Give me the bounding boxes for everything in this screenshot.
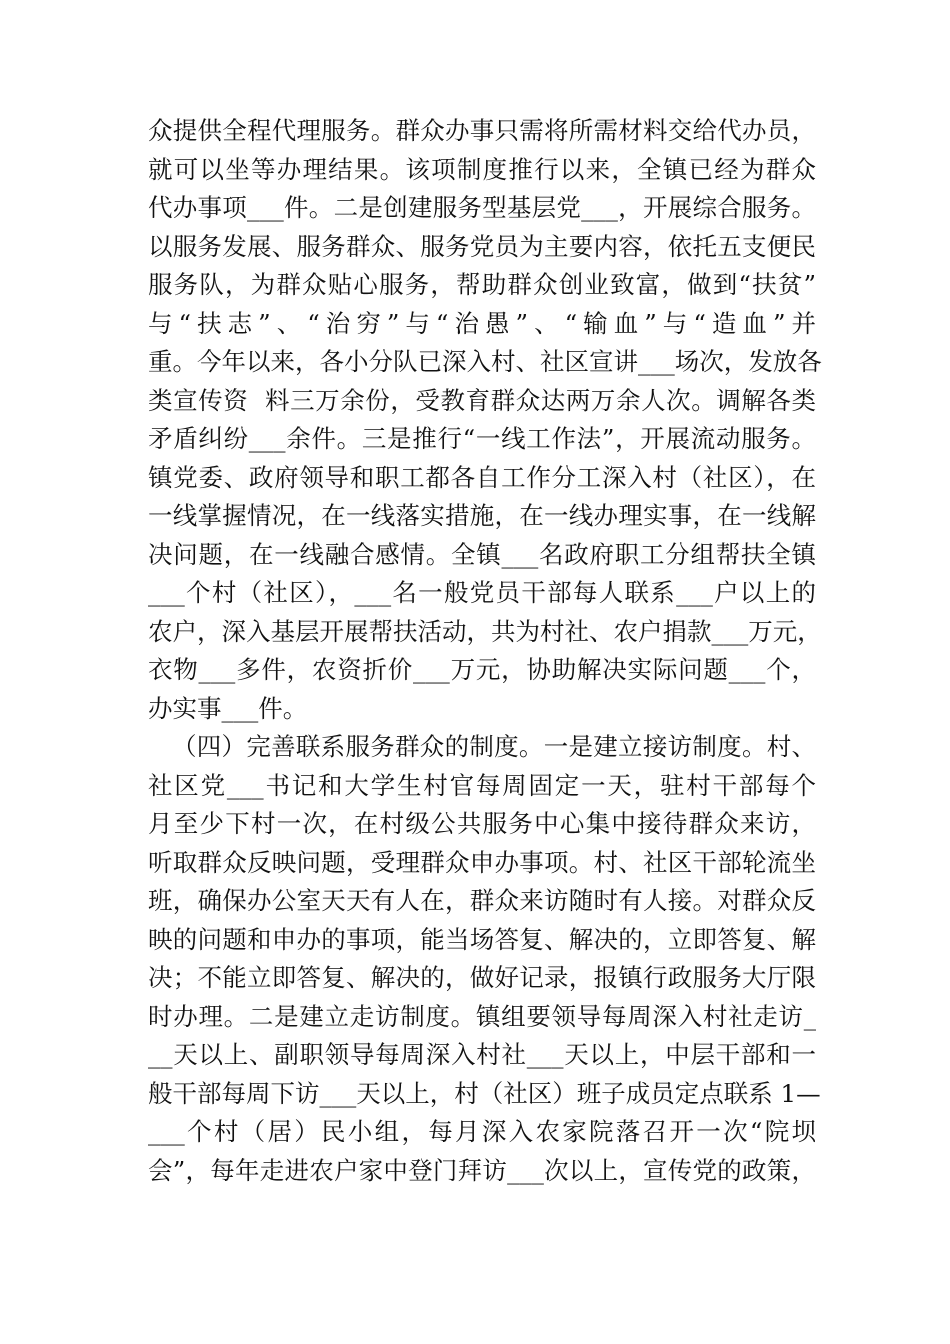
text-line: 代办事项___件。二是创建服务型基层党___，开展综合服务。 [148, 193, 816, 222]
text-line: 与“扶志”、“治穷”与“治愚”、“输血”与“造血”并 [148, 308, 816, 338]
text-line: 班，确保办公室天天有人在，群众来访随时有人接。对群众反 [148, 886, 816, 915]
text-line: 会”，每年走进农户家中登门拜访___次以上，宣传党的政策， [148, 1155, 816, 1185]
text-line: 社区党___书记和大学生村官每周固定一天，驻村干部每个 [148, 770, 816, 800]
text-line: 镇党委、政府领导和职工都各自工作分工深入村（社区），在 [148, 462, 816, 492]
text-line: 矛盾纠纷___余件。三是推行“一线工作法”，开展流动服务。 [148, 424, 816, 453]
text-line: ___个村（居）民小组，每月深入农家院落召开一次“院坝 [148, 1117, 816, 1146]
text-line: 映的问题和申办的事项，能当场答复、解决的，立即答复、解 [148, 924, 816, 954]
text-line: 决；不能立即答复、解决的，做好记录，报镇行政服务大厅限 [148, 963, 816, 992]
text-line: 以服务发展、服务群众、服务党员为主要内容，依托五支便民 [148, 231, 816, 261]
text-line: 般干部每周下访___天以上，村（社区）班子成员定点联系 1— [148, 1078, 821, 1108]
body-text [148, 112, 822, 1190]
text-line: 众提供全程代理服务。群众办事只需将所需材料交给代办员， [148, 116, 816, 145]
text-line: 办实事___件。 [148, 693, 308, 723]
text-line: 决问题，在一线融合感情。全镇___名政府职工分组帮扶全镇 [148, 539, 816, 569]
text-line: 一线掌握情况，在一线落实措施，在一线办理实事，在一线解 [148, 501, 816, 530]
text-line: 听取群众反映问题，受理群众申办事项。村、社区干部轮流坐 [148, 847, 816, 877]
section-heading-line: （四）完善联系服务群众的制度。一是建立接访制度。村、 [172, 732, 816, 761]
text-line: 农户，深入基层开展帮扶活动，共为村社、农户捐款___万元， [148, 616, 822, 646]
text-line: 类宣传资 料三万余份，受教育群众达两万余人次。调解各类 [148, 385, 816, 415]
text-line: 月至少下村一次，在村级公共服务中心集中接待群众来访， [148, 809, 816, 838]
text-line: 重。今年以来，各小分队已深入村、社区宣讲___场次，发放各 [148, 347, 822, 376]
text-line: 时办理。二是建立走访制度。镇组要领导每周深入村社走访_ [148, 1001, 816, 1031]
text-line: __天以上、副职领导每周深入村社___天以上，中层干部和一 [148, 1040, 816, 1069]
text-line: 就可以坐等办理结果。该项制度推行以来，全镇已经为群众 [148, 154, 816, 184]
text-line: 衣物___多件，农资折价___万元，协助解决实际问题___个， [148, 655, 816, 684]
text-line: 服务队，为群众贴心服务，帮助群众创业致富，做到“扶贫” [148, 270, 816, 299]
text-line: ___个村（社区），___名一般党员干部每人联系___户以上的 [148, 578, 816, 607]
